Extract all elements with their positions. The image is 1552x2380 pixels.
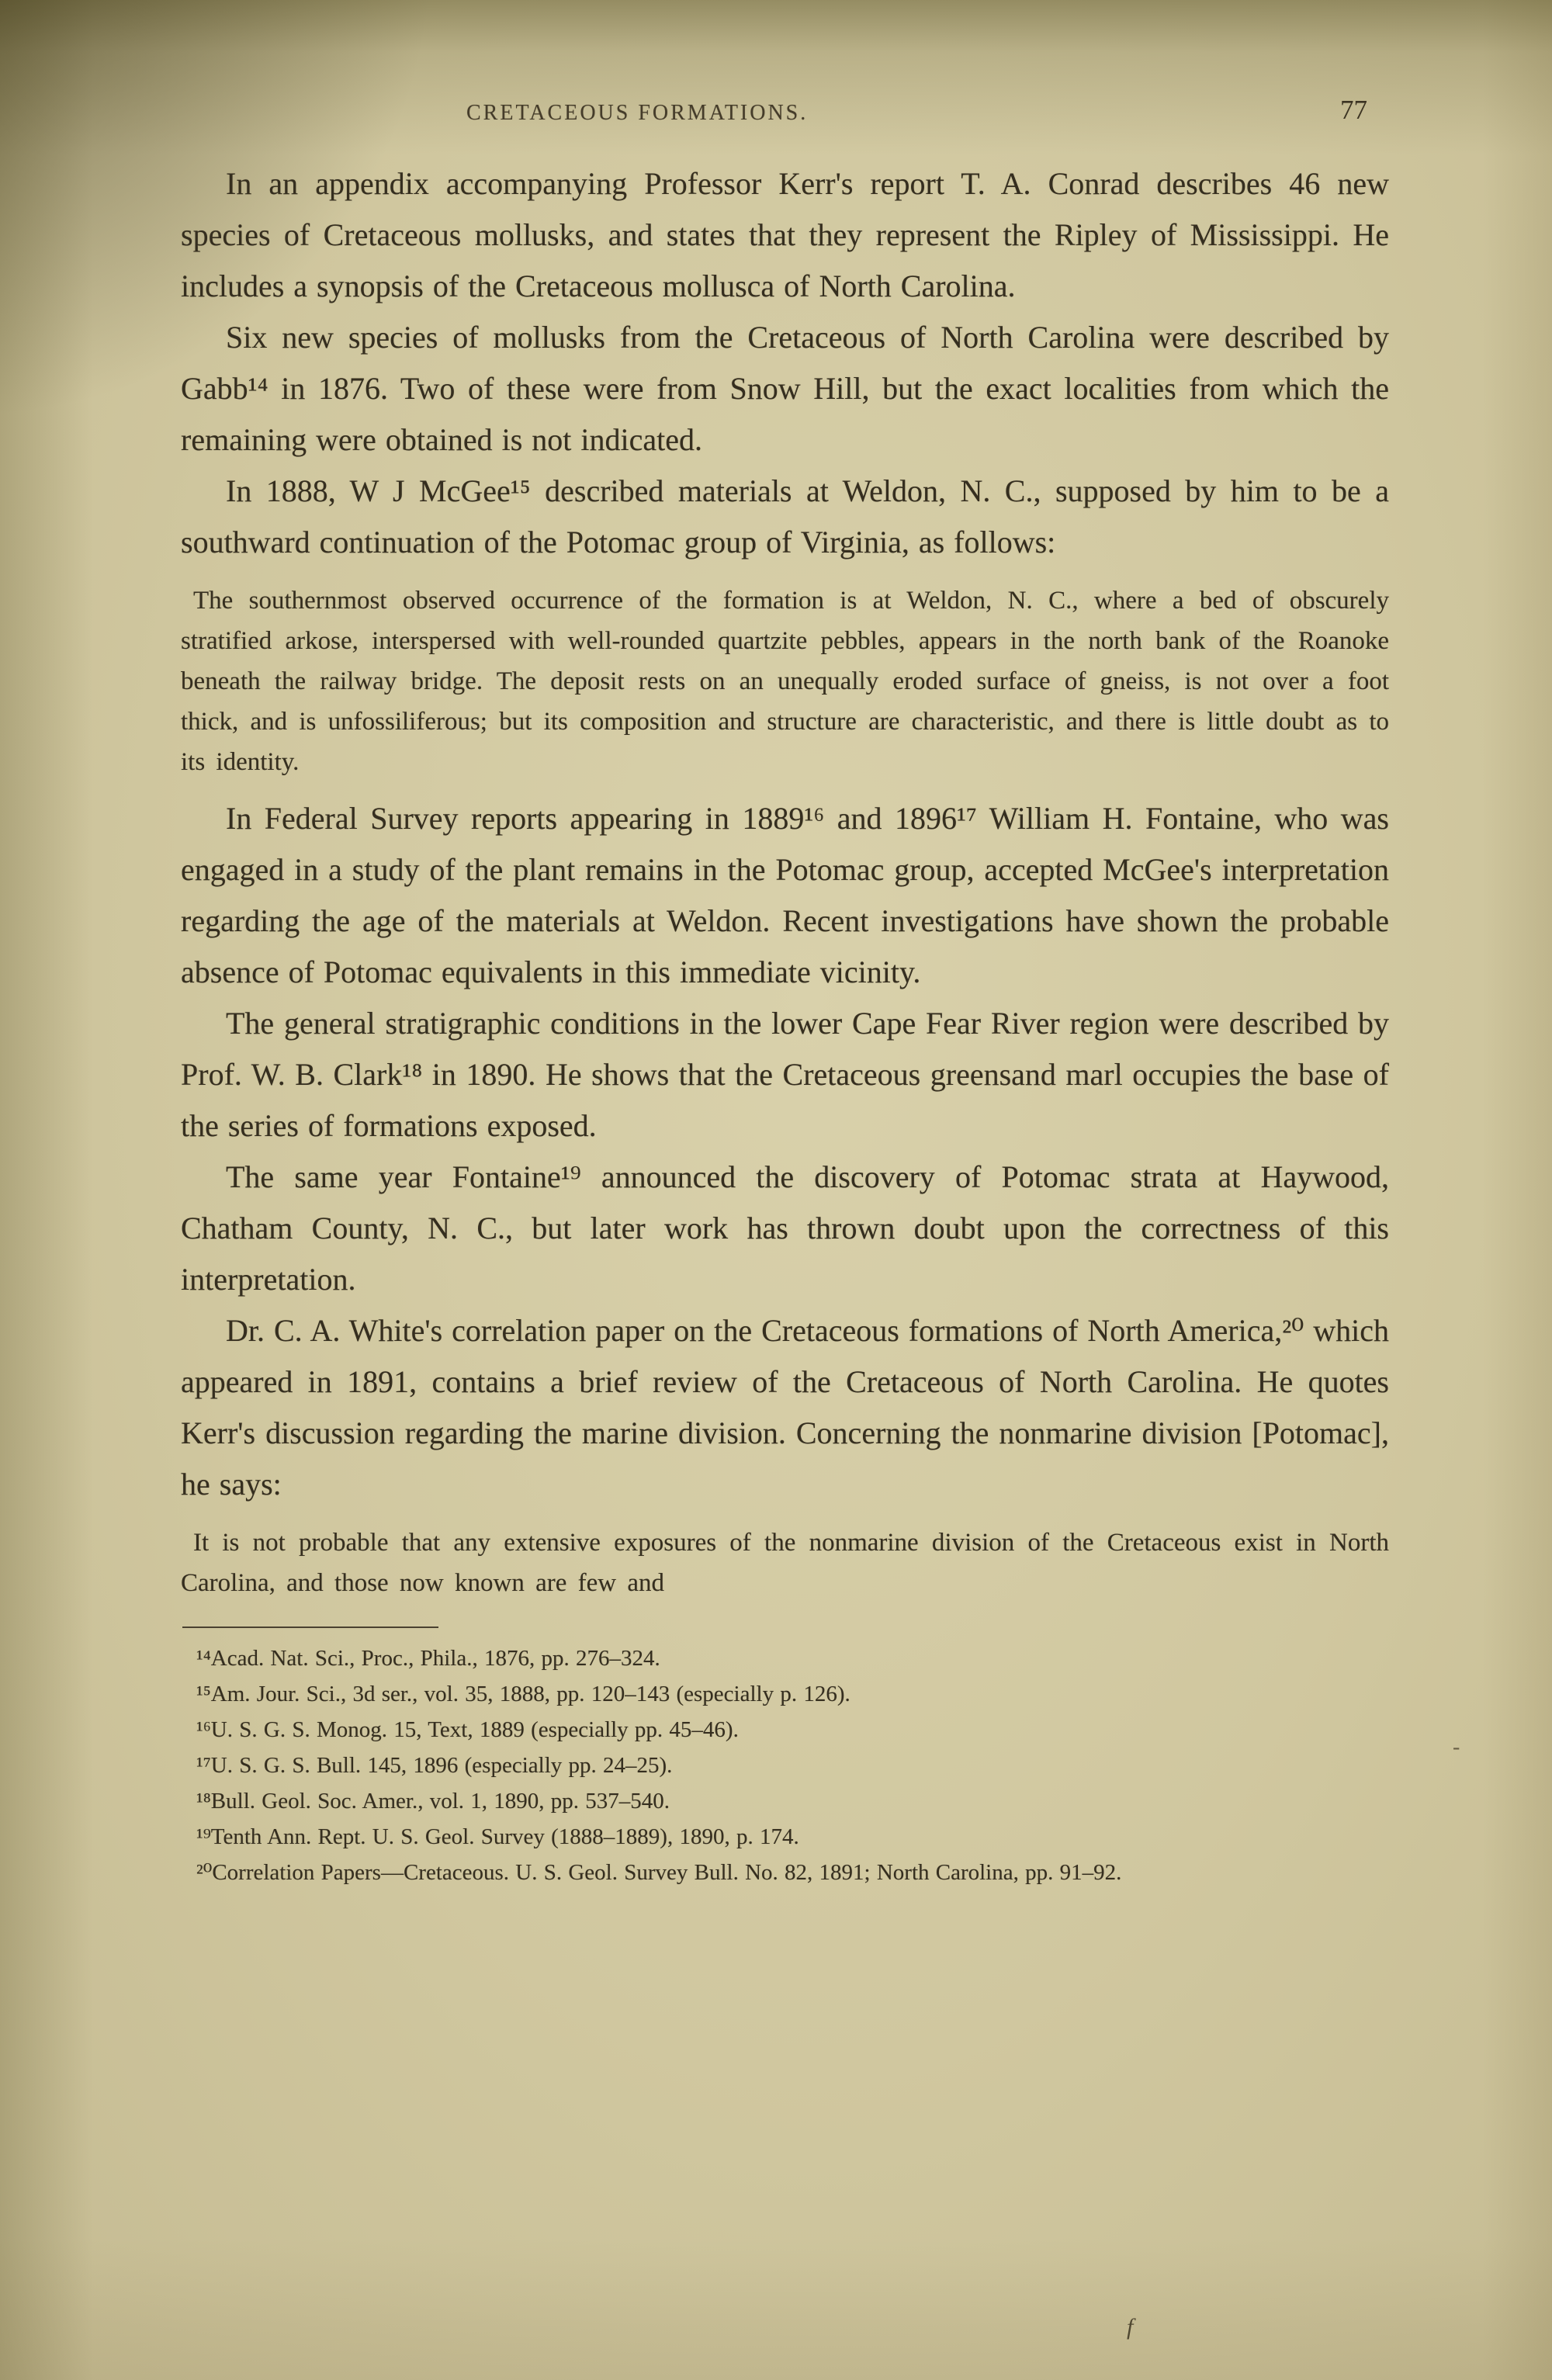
paragraph-clark-capefear: The general stratigraphic conditions in the lower Cape Fear River region were described by Prof. W. B. Clark¹⁸ in 1890. He shows that the Cretaceous greensand marl occupies the base of the series of formations exposed. — [181, 1006, 1389, 1143]
stray-ink-mark: f — [1127, 2314, 1134, 2340]
blockquote-white: It is not probable that any extensive exposures of the nonmarine division of the Cretaceous exist in North Carolina, and those now known are few and — [181, 1529, 1389, 1597]
text-block — [181, 95, 1389, 1890]
stray-edge-mark: - — [1453, 1735, 1460, 1759]
paragraph-white-correlation: Dr. C. A. White's correlation paper on the Cretaceous formations of North America,²⁰ which appeared in 1891, contains a brief review of the Cretaceous of North Carolina. He quotes Kerr's discussion regarding the marine division. Concerning the nonmarine division [Potomac], he says: — [181, 1313, 1389, 1502]
footnote-separator — [182, 1627, 438, 1628]
footnote-16: ¹⁶U. S. G. S. Monog. 15, Text, 1889 (especially pp. 45–46). — [196, 1717, 739, 1742]
running-head — [181, 95, 1389, 133]
footnote-14: ¹⁴Acad. Nat. Sci., Proc., Phila., 1876, pp. 276–324. — [196, 1646, 660, 1671]
footnote-20: ²⁰Correlation Papers—Cretaceous. U. S. Geol. Survey Bull. No. 82, 1891; North Carolina, pp. 91–92. — [196, 1860, 1122, 1885]
footnote-17: ¹⁷U. S. G. S. Bull. 145, 1896 (especially pp. 24–25). — [196, 1753, 673, 1778]
footnote-19: ¹⁹Tenth Ann. Rept. U. S. Geol. Survey (1888–1889), 1890, p. 174. — [196, 1824, 799, 1849]
running-title: CRETACEOUS FORMATIONS. — [466, 101, 809, 125]
paragraph-fontaine-reports: In Federal Survey reports appearing in 1889¹⁶ and 1896¹⁷ William H. Fontaine, who was engaged in a study of the plant remains in the Potomac group, accepted McGee's interpretation regarding the age of the materials at Weldon. Recent investigations have shown the probable absence of Potomac equivalents in this immediate vicinity. — [181, 801, 1389, 989]
paragraph-fontaine-haywood: The same year Fontaine¹⁹ announced the discovery of Potomac strata at Haywood, Chatham County, N. C., but later work has thrown doubt upon the correctness of this interpretation. — [181, 1159, 1389, 1297]
paragraph-conrad-appendix: In an appendix accompanying Professor Kerr's report T. A. Conrad describes 46 new species of Cretaceous mollusks, and states that they represent the Ripley of Mississippi. He includes a synopsis of the Cretaceous mollusca of North Carolina. — [181, 166, 1389, 303]
page-number: 77 — [1340, 95, 1367, 125]
footnote-18: ¹⁸Bull. Geol. Soc. Amer., vol. 1, 1890, pp. 537–540. — [196, 1789, 670, 1814]
paragraph-mcgee-weldon: In 1888, W J McGee¹⁵ described materials at Weldon, N. C., supposed by him to be a southward continuation of the Potomac group of Virginia, as follows: — [181, 473, 1389, 559]
paragraph-gabb-species: Six new species of mollusks from the Cretaceous of North Carolina were described by Gabb¹⁴ in 1876. Two of these were from Snow Hill, but the exact localities from which the remaining were obtained is not indicated. — [181, 320, 1389, 457]
footnote-15: ¹⁵Am. Jour. Sci., 3d ser., vol. 35, 1888, pp. 120–143 (especially p. 126). — [196, 1682, 850, 1706]
blockquote-mcgee: The southernmost observed occurrence of the formation is at Weldon, N. C., where a bed of obscurely stratified arkose, interspersed with well-rounded quartzite pebbles, appears in the north bank of the Roanoke beneath the railway bridge. The deposit rests on an unequally eroded surface of gneiss, is not over a foot thick, and is unfossiliferous; but its composition and structure are characteristic, and there is little doubt as to its identity. — [181, 587, 1389, 776]
footnotes-section — [181, 1627, 1389, 1890]
